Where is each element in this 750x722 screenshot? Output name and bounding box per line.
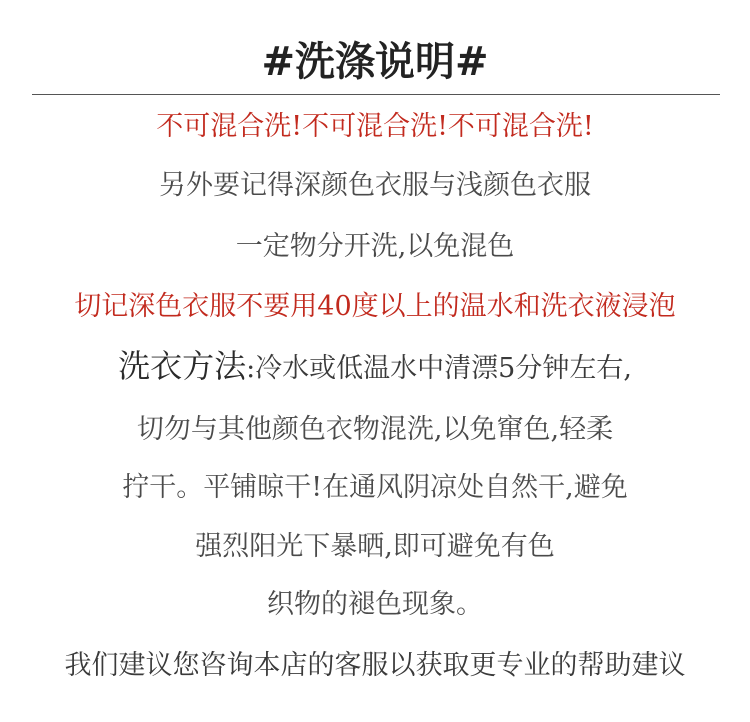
no-mixed-wash-warning: 不可混合洗!不可混合洗!不可混合洗! — [156, 111, 594, 142]
wash-method-label: 洗衣方法 — [118, 347, 247, 385]
wash-method-line — [0, 346, 750, 389]
drying-instructions: 拧干。平铺晾干!在通风阴凉处自然干,避免 — [122, 472, 628, 503]
no-mix-other-colors-note: 切勿与其他颜色衣物混洗,以免窜色,轻柔 — [136, 414, 614, 445]
title-divider — [32, 94, 720, 95]
page-title: #洗涤说明# — [261, 39, 489, 85]
separate-colors-note: 另外要记得深颜色衣服与浅颜色衣服 — [159, 170, 591, 201]
separate-wash-note: 一定物分开洗,以免混色 — [235, 231, 515, 262]
wash-method-text: :冷水或低温水中清漂5分钟左右, — [246, 353, 632, 384]
fading-note: 织物的褪色现象。 — [267, 589, 483, 620]
avoid-sunlight-note: 强烈阳光下暴晒,即可避免有色 — [195, 531, 555, 562]
customer-service-advice: 我们建议您咨询本店的客服以获取更专业的帮助建议 — [64, 650, 686, 681]
warm-water-caution: 切记深色衣服不要用40度以上的温水和洗衣液浸泡 — [74, 291, 676, 322]
